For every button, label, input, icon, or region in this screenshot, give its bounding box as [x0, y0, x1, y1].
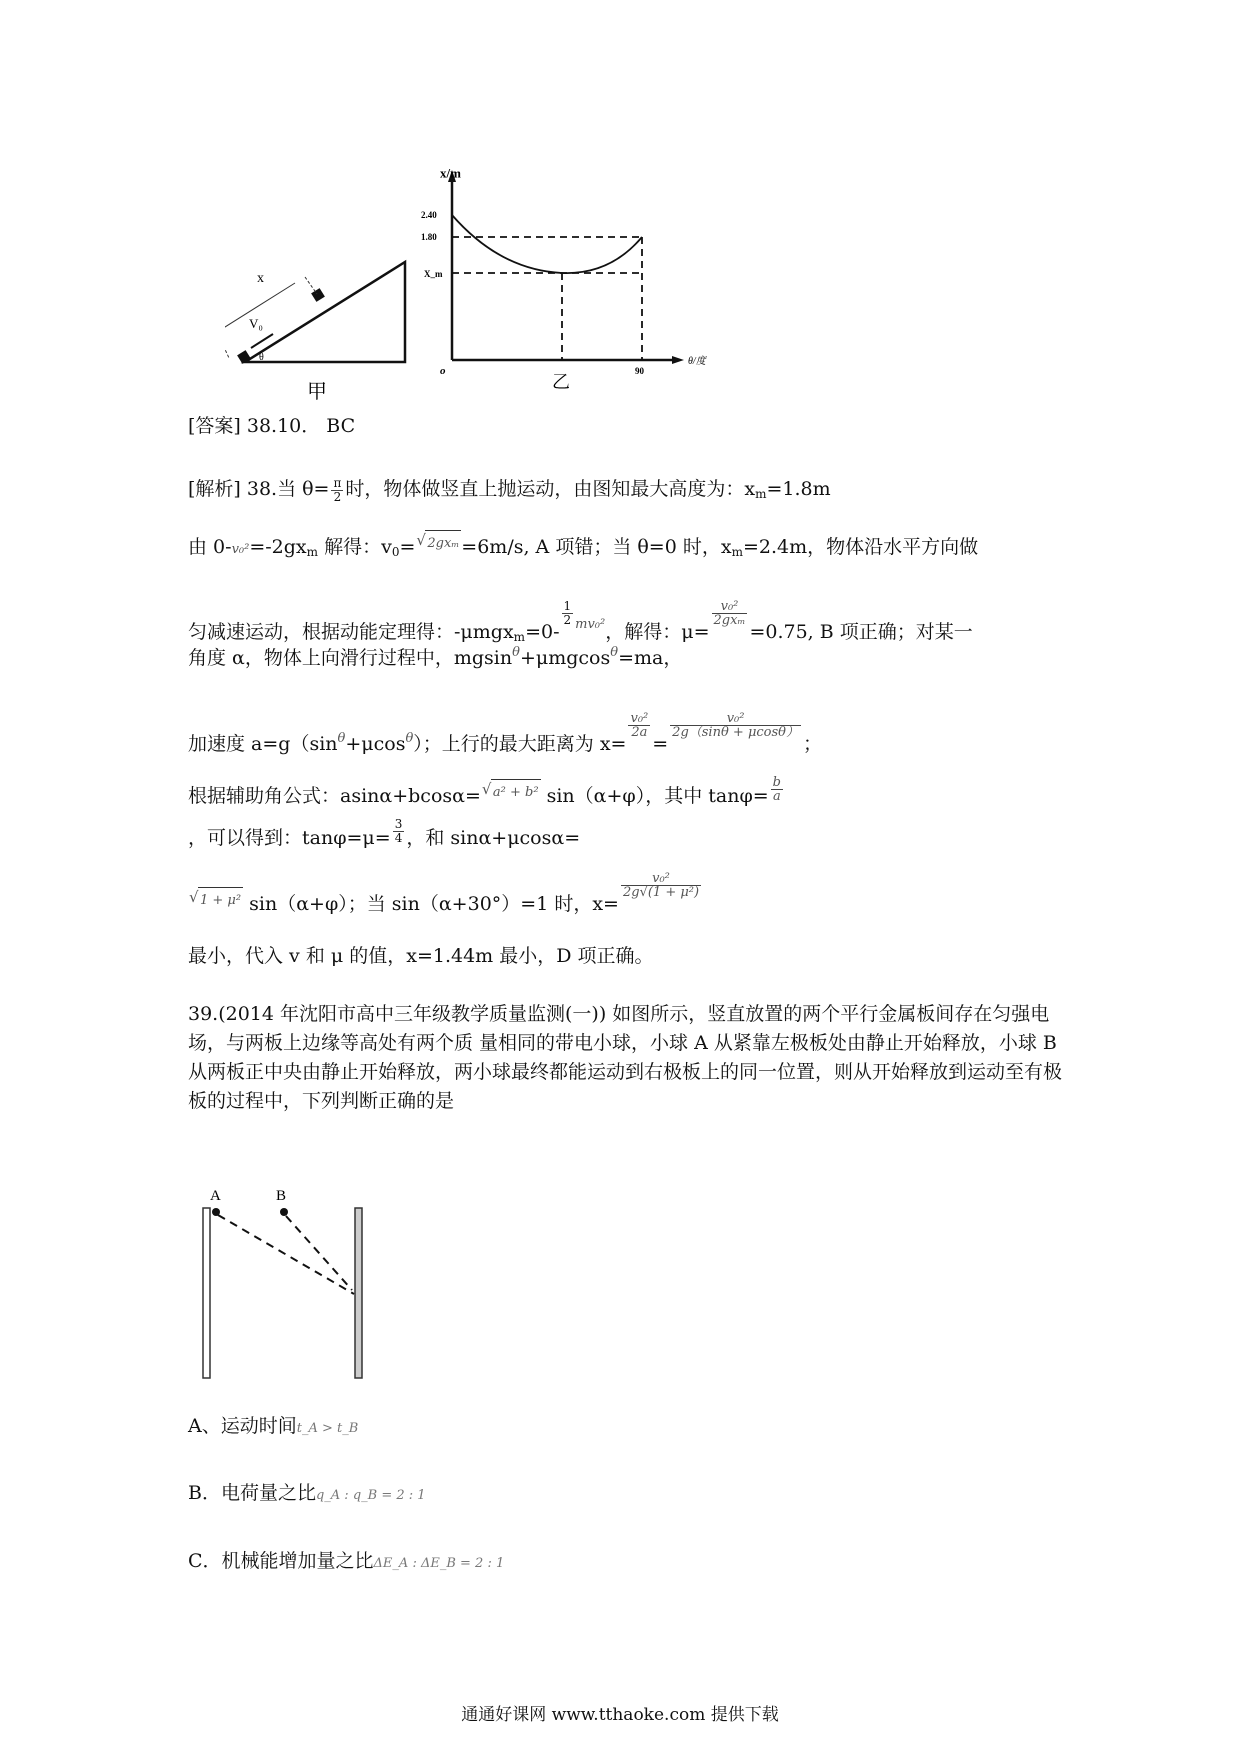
- text: 由 0-: [188, 536, 232, 558]
- block-end: [311, 288, 325, 302]
- text: =6m/s, A 项错；当 θ=0 时，x: [461, 536, 732, 558]
- fraction-mu: [712, 600, 748, 627]
- x-axis-arrow: [672, 356, 684, 364]
- denominator: 2a: [631, 725, 648, 740]
- fraction-half: [562, 600, 574, 627]
- sqrt-expression: √ 2gxₘ: [425, 530, 461, 557]
- fraction-x-min: [621, 872, 701, 899]
- theta: θ: [610, 645, 619, 660]
- numerator: b: [772, 775, 781, 790]
- numerator: v₀²: [712, 600, 748, 614]
- subscript: m: [731, 545, 743, 559]
- label-theta: θ: [259, 352, 264, 363]
- plates-figure: [180, 1180, 380, 1400]
- text: =ma，: [618, 647, 683, 669]
- text: =-2gx: [249, 536, 307, 558]
- subscript: m: [755, 487, 767, 501]
- subscript: m: [513, 630, 526, 644]
- right-plate: [355, 1208, 362, 1378]
- denominator: a: [772, 789, 781, 804]
- curve: [452, 215, 642, 273]
- subscript: 0: [391, 545, 400, 559]
- fraction-v0sq-2a: [628, 712, 650, 739]
- analysis-line-4: [188, 640, 682, 671]
- answer-line: [答案] 38.10． BC: [188, 415, 356, 437]
- question-39-text: 39.(2014 年沈阳市高中三年级教学质量监测(一)) 如图所示，竖直放置的两个平行金属板间存在匀强电场，与两板上边缘等高处有两个质 量相同的带电小球，小球 A 从紧靠左极板处由静止开始释放，小球 B 从两板正中央由静止开始释放，两小球最终都能运动到右极板上的同一位置，则从开始释放到运动至有极板的过程中，下列判断正确的是: [188, 1003, 1063, 1112]
- theta: θ: [337, 731, 346, 746]
- path-b: [286, 1216, 352, 1290]
- option-c[interactable]: [188, 1548, 504, 1577]
- subscript: m: [306, 545, 319, 559]
- text: =2.4m，物体沿水平方向做: [742, 536, 979, 558]
- theta: θ: [512, 645, 520, 660]
- text: ；: [803, 733, 823, 755]
- sqrt-expression: √ a² + b²: [491, 779, 541, 806]
- option-a[interactable]: [188, 1413, 358, 1442]
- origin-label: o: [440, 365, 446, 377]
- option-formula: t_A > t_B: [296, 1421, 359, 1436]
- incline-triangle: [245, 262, 405, 362]
- option-label: B．电荷量之比: [188, 1482, 316, 1504]
- fraction-pi-over-2: [331, 477, 343, 504]
- label-b: B: [276, 1188, 287, 1204]
- label-x: x: [257, 271, 264, 286]
- text: ，可以得到：tanφ=μ=: [188, 827, 391, 849]
- footer: 通通好课网 www.tthaoke.com 提供下载: [461, 1705, 779, 1725]
- numerator: π: [333, 475, 342, 490]
- analysis-line-5: [188, 712, 822, 757]
- denominator: 2gxₘ: [713, 613, 746, 628]
- numerator: 1: [563, 599, 572, 613]
- sqrt-expression: √ 1 + μ²: [198, 887, 243, 914]
- left-plate: [203, 1208, 210, 1378]
- numerator: v₀²: [670, 712, 801, 726]
- text: 加速度 a=g（sin: [188, 733, 338, 755]
- x-axis-label: θ/度: [688, 356, 706, 367]
- fraction-b-over-a: [771, 776, 783, 803]
- path-a: [218, 1215, 354, 1294]
- text: ，解得：μ=: [605, 621, 710, 643]
- denominator: 2g√(1 + μ²): [622, 885, 700, 900]
- fraction-full: [670, 712, 801, 739]
- denominator: 2: [333, 489, 342, 504]
- text: 角度 α，物体上向滑行过程中，mgsin: [188, 647, 513, 669]
- option-b[interactable]: [188, 1480, 426, 1509]
- option-label: C．机械能增加量之比: [188, 1550, 374, 1572]
- text: +μcos: [345, 733, 406, 755]
- theta: θ: [405, 731, 414, 746]
- caption-yi: 乙: [552, 372, 570, 390]
- text: =: [399, 536, 416, 558]
- ball-b: [280, 1208, 288, 1216]
- numerator: v₀²: [630, 711, 649, 726]
- x-ext-line: [225, 332, 229, 358]
- numerator: 3: [394, 817, 403, 831]
- incline-figure: [225, 220, 425, 400]
- analysis-line-9: 最小，代入 v 和 μ 的值，x=1.44m 最小，D 项正确。: [188, 945, 654, 967]
- text: 根据辅助角公式：asinα+bcosα=: [188, 785, 481, 807]
- text: 匀减速运动，根据动能定理得：-μmgx: [188, 621, 514, 643]
- mv0-squared: mv₀²: [575, 617, 606, 632]
- option-formula: ΔE_A : ΔE_B = 2 : 1: [373, 1556, 505, 1571]
- numerator: v₀²: [621, 872, 701, 886]
- text: =0.75, B 项正确；对某一: [749, 621, 973, 643]
- y-axis-label: x/m: [440, 165, 461, 181]
- y-tick-2-40: 2.40: [421, 210, 437, 220]
- caption-jia: 甲: [307, 381, 327, 400]
- text: ）；上行的最大距离为 x=: [413, 733, 627, 755]
- text: sin（α+φ），其中 tanφ=: [540, 785, 769, 807]
- text: =0-: [525, 621, 560, 643]
- option-formula: q_A : q_B = 2 : 1: [315, 1488, 426, 1503]
- denominator: 2: [563, 613, 572, 627]
- text: 解得：v: [318, 536, 392, 558]
- y-tick-1-80: 1.80: [421, 232, 437, 242]
- label-a: A: [210, 1188, 221, 1204]
- analysis-line-1: [188, 476, 831, 507]
- denominator: 4: [394, 831, 403, 845]
- graph-figure: [420, 160, 730, 390]
- analysis-line-8: [188, 872, 703, 917]
- text: ，和 sinα+μcosα=: [406, 827, 581, 849]
- option-label: A、运动时间: [188, 1415, 297, 1437]
- x-tick-90: 90: [635, 366, 644, 376]
- text: =: [652, 733, 669, 755]
- label-v0: V₀: [249, 316, 263, 331]
- analysis-line-7: [188, 818, 580, 851]
- text: sin（α+φ）；当 sin（α+30°）=1 时，x=: [243, 893, 619, 915]
- text: =1.8m: [766, 478, 831, 500]
- denominator: 2g（sinθ + μcosθ）: [672, 725, 800, 740]
- fraction-3-over-4: [393, 818, 405, 845]
- text: [解析] 38.当 θ=: [188, 478, 330, 500]
- text: +μmgcos: [519, 647, 611, 669]
- analysis-line-6: [188, 776, 785, 809]
- y-tick-xm: X_m: [424, 269, 443, 279]
- v0-squared: v₀²: [231, 542, 250, 557]
- analysis-line-2: [188, 530, 978, 565]
- text: 时，物体做竖直上抛运动，由图知最大高度为：x: [345, 478, 756, 500]
- x-ext-line-2: [305, 277, 317, 294]
